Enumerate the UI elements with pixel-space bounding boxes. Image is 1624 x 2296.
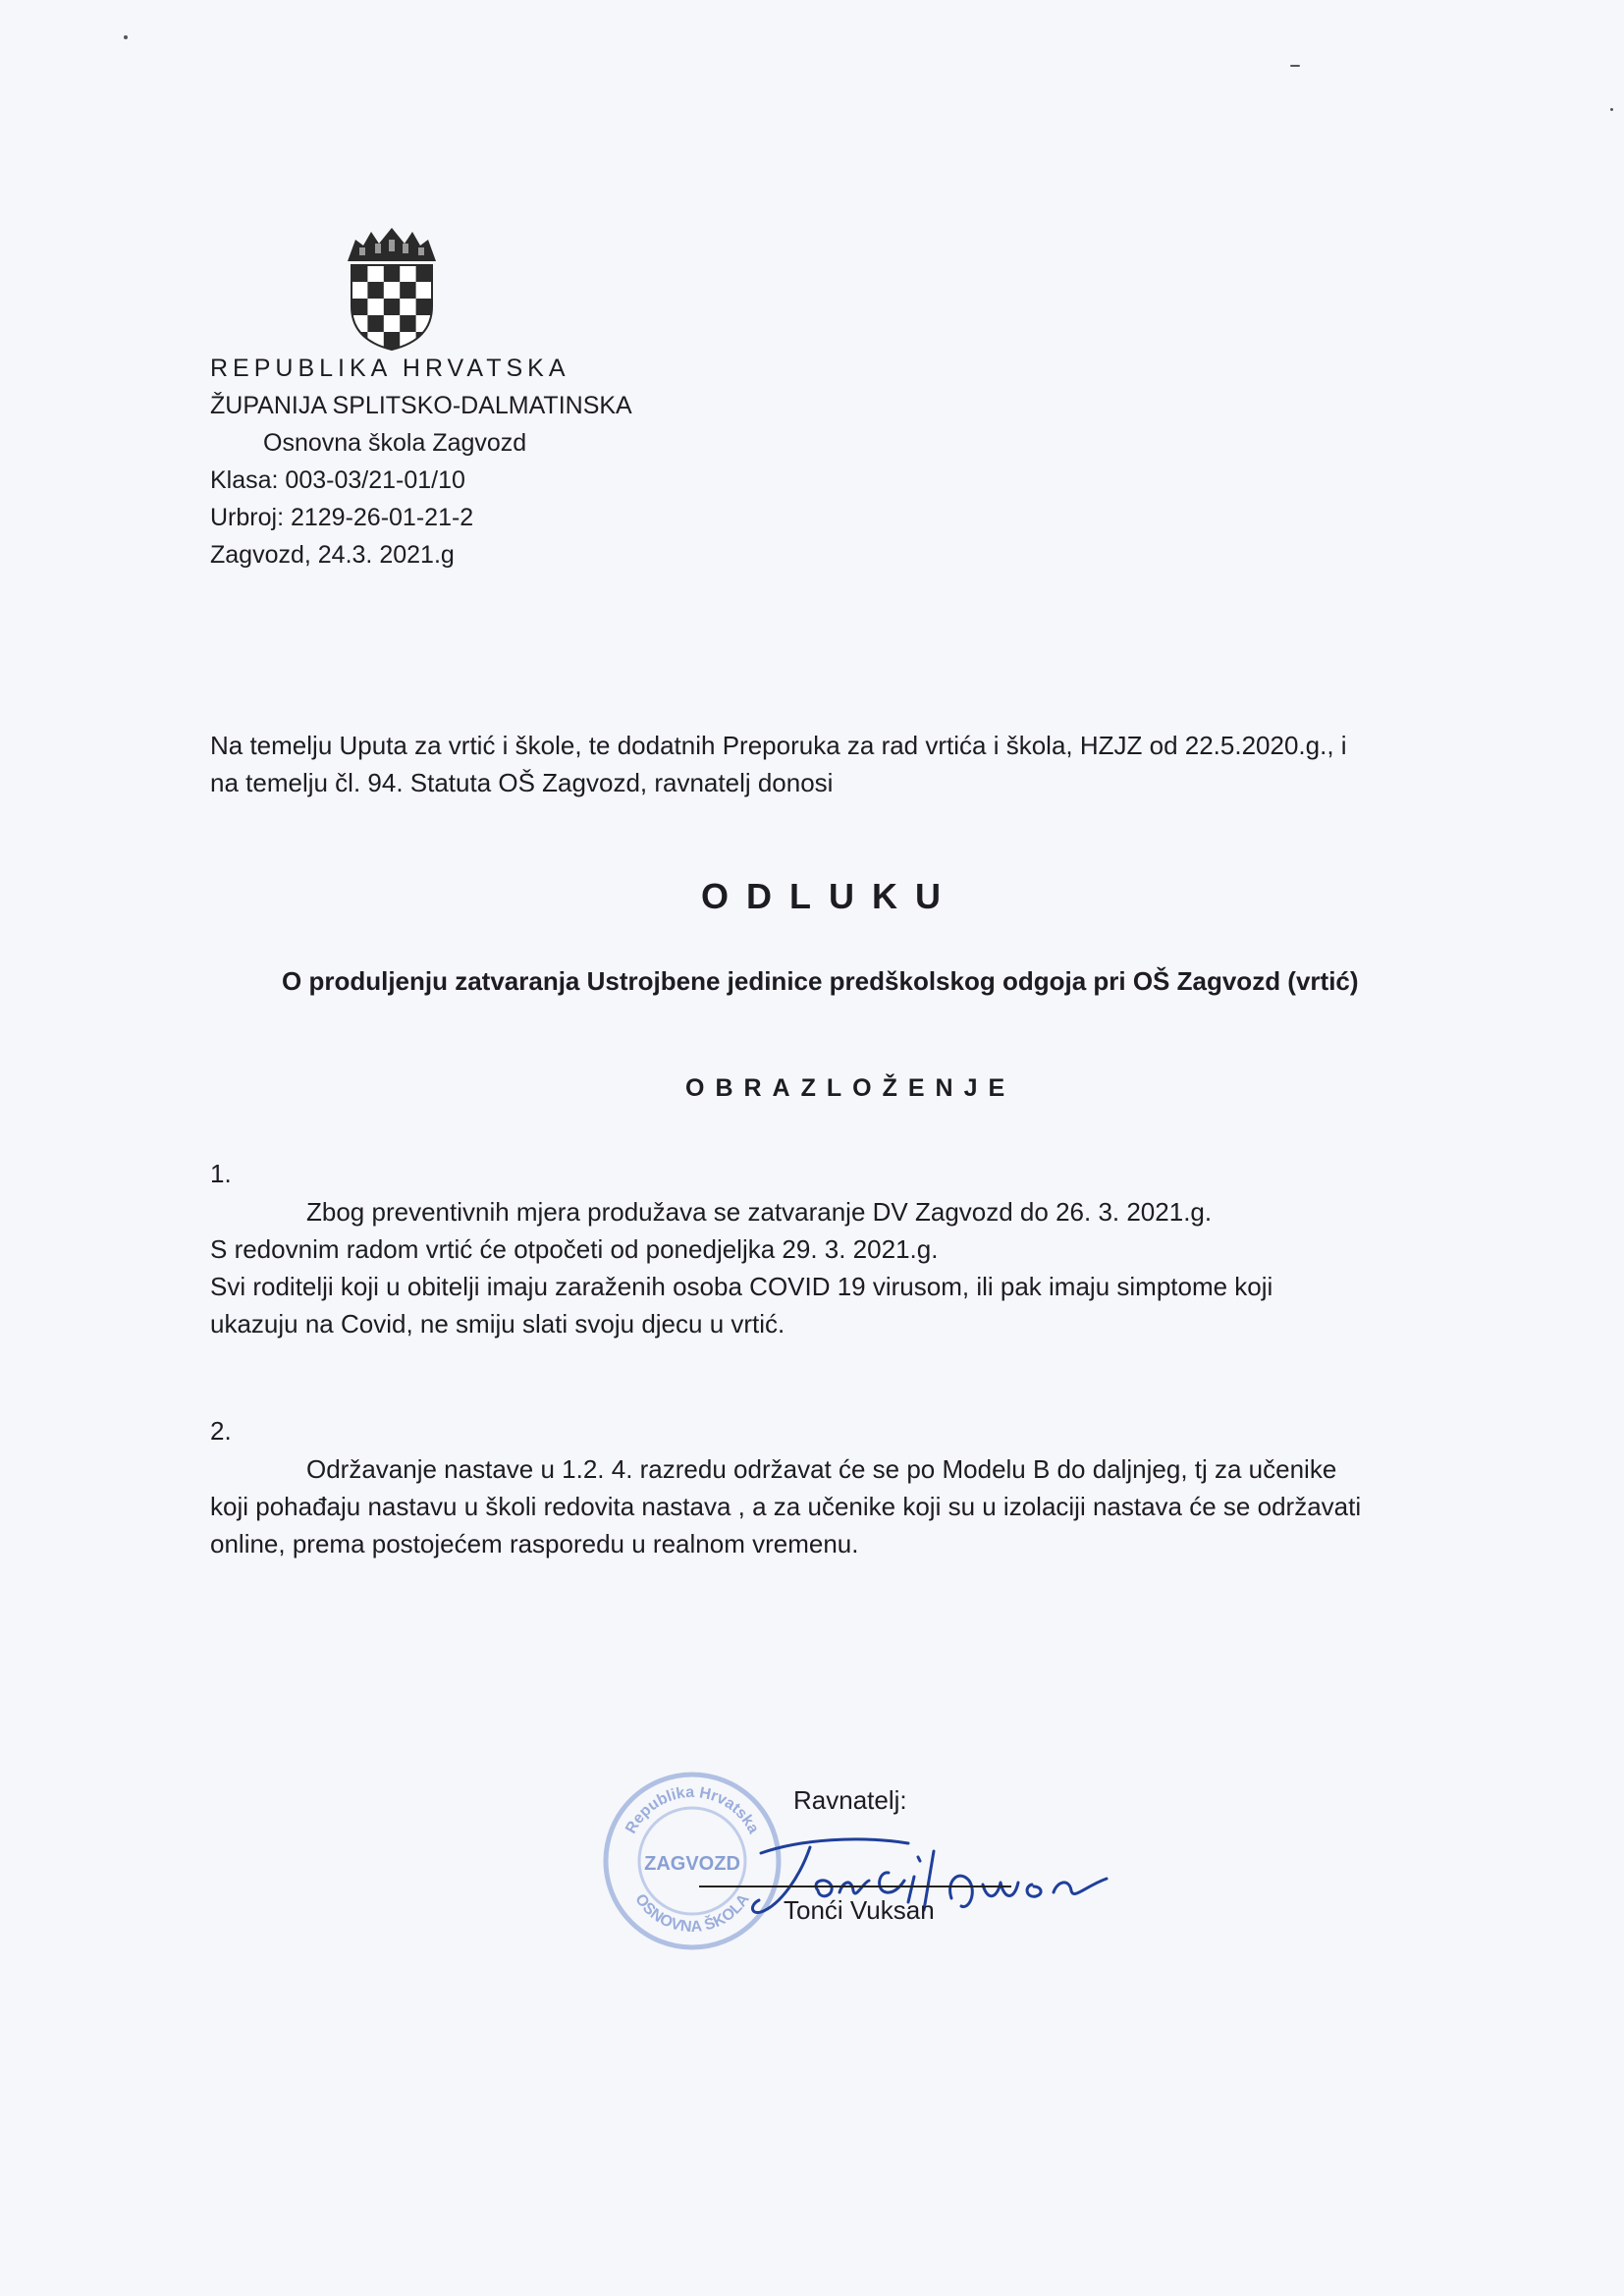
signature-name: Tonći Vuksan <box>784 1895 935 1925</box>
header-place-date: Zagvozd, 24.3. 2021.g <box>210 541 455 569</box>
scan-speck <box>1290 65 1300 67</box>
croatian-coat-of-arms-icon <box>342 226 442 352</box>
svg-text:Republika Hrvatska: Republika Hrvatska <box>623 1783 762 1837</box>
intro-line-2: na temelju čl. 94. Statuta OŠ Zagvozd, ravnatelj donosi <box>210 768 834 797</box>
signature-role: Ravnatelj: <box>793 1785 907 1815</box>
point-2-line-2: koji pohađaju nastavu u školi redovita nastava , a za učenike koji su u izolaciji nastava će se održavati <box>210 1492 1362 1521</box>
svg-text:OSNOVNA ŠKOLA: OSNOVNA ŠKOLA <box>631 1890 753 1937</box>
point-1-number: 1. <box>210 1159 232 1188</box>
reasoning-title: OBRAZLOŽENJE <box>685 1074 1016 1102</box>
signature-line <box>699 1886 1011 1887</box>
header-school: Osnovna škola Zagvozd <box>263 429 527 457</box>
point-1-line-2: S redovnim radom vrtić će otpočeti od ponedjeljka 29. 3. 2021.g. <box>210 1234 939 1264</box>
intro-line-1: Na temelju Uputa za vrtić i škole, te dodatnih Preporuka za rad vrtića i škola, HZJZ od 22.5.2020.g., i <box>210 731 1347 760</box>
svg-text:ZAGVOZD: ZAGVOZD <box>644 1853 740 1875</box>
point-2-line-1: Održavanje nastave u 1.2. 4. razredu održavat će se po Modelu B do daljnjeg, tj za učenike <box>306 1454 1337 1484</box>
header-country: REPUBLIKA HRVATSKA <box>210 355 570 382</box>
header-county: ŽUPANIJA SPLITSKO-DALMATINSKA <box>210 392 632 419</box>
header-klasa: Klasa: 003-03/21-01/10 <box>210 466 465 494</box>
point-1-line-3: Svi roditelji koji u obitelji imaju zaraženih osoba COVID 19 virusom, ili pak imaju simptome koji <box>210 1272 1273 1301</box>
decision-title: ODLUKU <box>701 876 958 916</box>
header-urbroj: Urbroj: 2129-26-01-21-2 <box>210 504 474 531</box>
point-2-number: 2. <box>210 1416 232 1446</box>
decision-subtitle: O produljenju zatvaranja Ustrojbene jedinice predškolskog odgoja pri OŠ Zagvozd (vrtić) <box>282 966 1359 996</box>
point-1-line-4: ukazuju na Covid, ne smiju slati svoju djecu u vrtić. <box>210 1309 785 1339</box>
scan-speck <box>1610 108 1613 111</box>
point-2-line-3: online, prema postojećem rasporedu u realnom vremenu. <box>210 1529 859 1558</box>
point-1-line-1: Zbog preventivnih mjera produžava se zatvaranje DV Zagvozd do 26. 3. 2021.g. <box>306 1197 1213 1227</box>
scan-speck <box>124 35 128 39</box>
